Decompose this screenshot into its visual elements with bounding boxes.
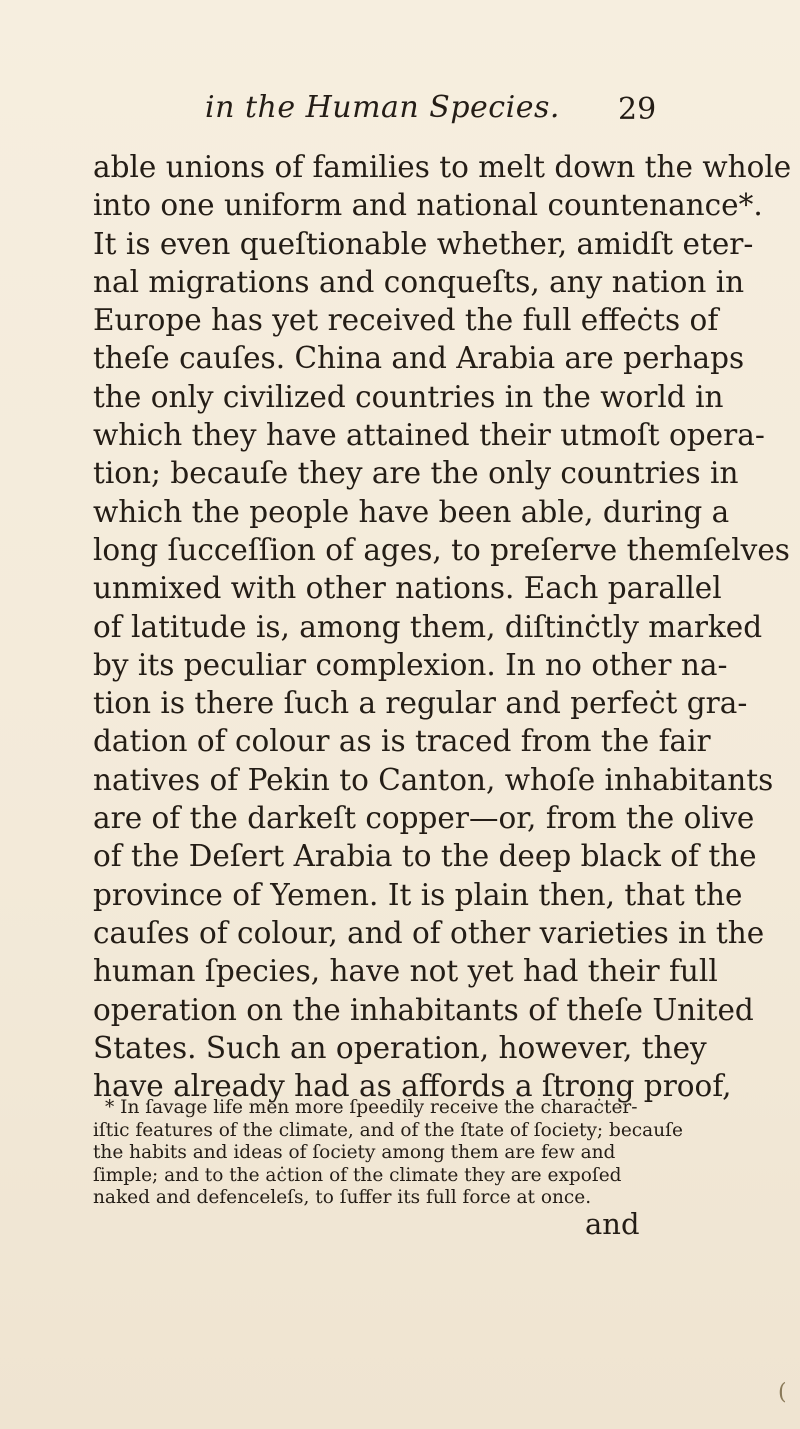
body-line: able unions of families to melt down the whole	[93, 150, 792, 184]
body-line: cauſes of colour, and of other varieties in the	[93, 915, 765, 950]
body-line: of latitude is, among them, diſtinċtly marked	[93, 609, 763, 644]
catchword: and	[585, 1207, 640, 1241]
body-line: operation on the inhabitants of theſe United	[93, 992, 754, 1027]
body-line: into one uniform and national countenance*.	[93, 188, 763, 223]
footnote-line: ſimple; and to the aċtion of the climate they are expoſed	[93, 1164, 622, 1186]
body-line: have already had as affords a ſtrong proof,	[93, 1069, 732, 1104]
body-line: tion; becauſe they are the only countries in	[93, 456, 739, 491]
body-line: long ſucceſſion of ages, to preſerve themſelves	[93, 532, 790, 567]
body-line: tion is there ſuch a regular and perfeċt gra-	[93, 686, 748, 721]
page-number: 29	[618, 92, 657, 127]
footnote-line: iſtic features of the climate, and of the ſtate of ſociety; becauſe	[93, 1119, 683, 1141]
body-line: which the people have been able, during a	[93, 494, 730, 529]
body-line: which they have attained their utmoſt opera-	[93, 418, 765, 453]
edge-mark: (	[778, 1380, 787, 1405]
body-line: are of the darkeſt copper—or, from the olive	[93, 801, 755, 836]
body-line: natives of Pekin to Canton, whoſe inhabitants	[93, 762, 774, 797]
footnote-line: naked and defenceleſs, to ſuffer its full force at once.	[93, 1187, 592, 1208]
body-line: nal migrations and conqueſts, any nation in	[93, 264, 745, 299]
footnote	[93, 1097, 693, 1210]
body-line: by its peculiar complexion. In no other na-	[93, 647, 728, 682]
footnote-line: the habits and ideas of ſociety among them are few and	[93, 1142, 616, 1163]
running-header: in the Human Species.	[205, 90, 560, 125]
body-line: human ſpecies, have not yet had their full	[93, 954, 718, 989]
body-line: unmixed with other nations. Each parallel	[93, 571, 722, 606]
footnote-line: * In ſavage life men more ſpeedily receive the charaċter-	[105, 1097, 638, 1118]
body-line: It is even queſtionable whether, amidſt eter-	[93, 226, 754, 261]
body-line: the only civilized countries in the world in	[93, 379, 724, 414]
body-line: theſe cauſes. China and Arabia are perhaps	[93, 341, 745, 376]
body-line: States. Such an operation, however, they	[93, 1030, 707, 1065]
body-line: province of Yemen. It is plain then, that the	[93, 877, 743, 912]
body-line: of the Deſert Arabia to the deep black of the	[93, 839, 757, 874]
body-text	[93, 148, 792, 1105]
body-line: dation of colour as is traced from the fair	[93, 724, 711, 759]
body-line: Europe has yet received the full effeċts of	[93, 303, 719, 338]
